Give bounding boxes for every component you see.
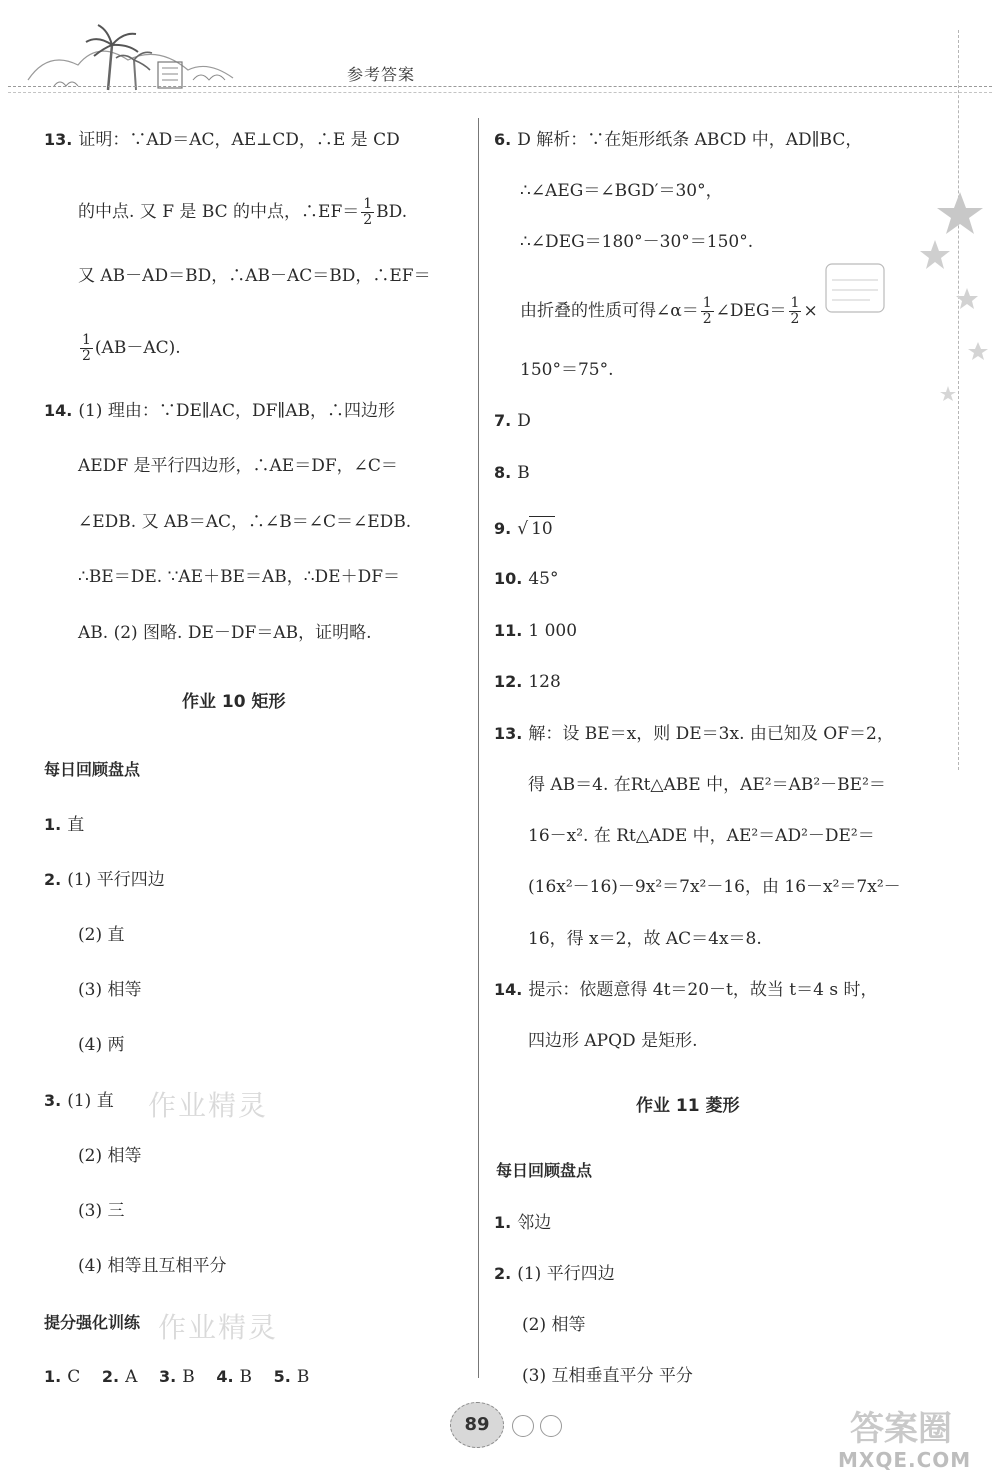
review-right-2-c: (3) 互相垂直平分 平分 [522, 1366, 693, 1386]
answer-6-line-4: 由折叠的性质可得∠α＝ $\frac{1}{2}$ ∠DEG＝ $\frac{1}{2}$ × [520, 295, 818, 327]
fraction: $\frac{1}{2}$ [790, 295, 800, 327]
star-decoration [910, 180, 1000, 420]
answer-9: 9. √ 10 [494, 516, 555, 541]
answer-text: 的中点. 又 F 是 BC 的中点，∴EF＝ [78, 202, 360, 222]
answer-13-right-line-2: 得 AB＝4. 在Rt△ABE 中，AE²＝AB²－BE²＝ [528, 775, 886, 795]
answer-11: 11. 1 000 [494, 621, 578, 641]
review-right-2-a: 2. (1) 平行四边 [494, 1264, 615, 1284]
review-2-a [44, 868, 165, 892]
review-3-a [44, 1089, 114, 1113]
question-number: 13. [44, 130, 73, 149]
answer-13-line-2 [78, 197, 407, 228]
answer-14-line-3: ∠EDB. 又 AB＝AC，∴∠B＝∠C＝∠EDB. [78, 512, 412, 532]
decorative-circle [540, 1415, 562, 1437]
fraction: $\frac{1}{2}$ [363, 196, 373, 228]
daily-review-heading: 每日回顾盘点 [44, 760, 141, 779]
answer-text: (1) 平行四边 [67, 870, 165, 890]
answer-13-line-3: 又 AB－AD＝BD，∴AB－AC＝BD，∴EF＝ [78, 266, 431, 286]
fraction: $\frac{1}{2}$ [702, 295, 712, 327]
homework-10-title: 作业 10 矩形 [182, 692, 286, 712]
answer-text: 证明：∵AD＝AC，AE⊥CD，∴E 是 CD [78, 130, 400, 150]
review-right-1: 1. 邻边 [494, 1213, 552, 1233]
answer-text: (1) 直 [67, 1091, 114, 1111]
boost-training-heading: 提分强化训练 [44, 1313, 141, 1332]
answer-13-right-line-5: 16，得 x＝2，故 AC＝4x＝8. [528, 929, 762, 949]
fraction: $\frac{1}{2}$ [82, 332, 91, 364]
review-right-2-b: (2) 相等 [522, 1315, 586, 1335]
multiple-choice-answers: 1. C 2. A 3. B 4. B 5. B [44, 1367, 310, 1387]
review-2-b: (2) 直 [78, 925, 125, 945]
answer-14-line-5: AB. (2) 图略. DE－DF＝AB，证明略. [78, 623, 372, 643]
answer-13-right-line-1: 13. 解：设 BE＝x，则 DE＝3x. 由已知及 OF＝2， [494, 724, 894, 744]
question-number: 14. [44, 401, 73, 420]
sqrt-sign: √ [517, 519, 529, 539]
answer-13-right-line-3: 16－x². 在 Rt△ADE 中，AE²＝AD²－DE²＝ [528, 826, 875, 846]
answer-text: (1) 理由：∵DE∥AC，DF∥AB，∴四边形 [78, 401, 396, 421]
header-divider [8, 86, 992, 87]
answer-13-line-1 [44, 128, 400, 152]
answer-14-right-line-1: 14. 提示：依题意得 4t＝20－t，故当 t＝4 s 时， [494, 980, 878, 1000]
answer-13-right-line-4: (16x²－16)－9x²＝7x²－16，由 16－x²＝7x²－ [528, 877, 901, 897]
watermark: 作业精灵 [158, 1311, 279, 1344]
answer-6-line-2: ∴∠AEG＝∠BGD′＝30°， [520, 181, 723, 201]
answer-13-line-4 [78, 333, 181, 364]
svg-text:答案圈: 答案圈 [850, 1409, 952, 1449]
question-number: 2. [44, 870, 62, 889]
review-2-d: (4) 两 [78, 1035, 125, 1055]
watermark: 作业精灵 [148, 1089, 269, 1122]
question-number: 6. [494, 130, 512, 149]
answer-text: BD. [376, 202, 408, 222]
answer-text: 直 [67, 815, 85, 835]
decorative-circle [512, 1415, 534, 1437]
review-2-c: (3) 相等 [78, 980, 142, 1000]
question-number: 3. [44, 1091, 62, 1110]
review-3-d: (4) 相等且互相平分 [78, 1256, 227, 1276]
header-palm-island-illustration [8, 20, 238, 95]
review-3-b: (2) 相等 [78, 1146, 142, 1166]
column-divider [478, 118, 479, 1378]
site-logo-text: MXQE.COM [838, 1448, 972, 1472]
page-header-title: 参考答案 [347, 65, 416, 84]
question-number: 1. [44, 815, 62, 834]
stamp-seal [820, 258, 890, 318]
answer-14-line-4: ∴BE＝DE. ∵AE＋BE＝AB，∴DE＋DF＝ [78, 567, 401, 587]
answer-6-line-3: ∴∠DEG＝180°－30°＝150°. [520, 232, 754, 252]
daily-review-heading: 每日回顾盘点 [496, 1161, 593, 1180]
header-divider-secondary [8, 92, 992, 93]
answer-10: 10. 45° [494, 569, 559, 589]
answer-12: 12. 128 [494, 672, 561, 692]
review-3-c: (3) 三 [78, 1201, 125, 1221]
answer-14-right-line-2: 四边形 APQD 是矩形. [528, 1031, 698, 1051]
answer-7: 7. D [494, 411, 531, 431]
answer-14-line-1 [44, 399, 395, 423]
answer-8: 8. B [494, 463, 530, 483]
answer-text: D 解析：∵在矩形纸条 ABCD 中，AD∥BC， [517, 130, 863, 150]
page-number: 89 [450, 1402, 504, 1448]
answer-6-line-5: 150°＝75°. [520, 360, 614, 380]
answer-6-line-1 [494, 128, 862, 152]
review-1 [44, 813, 84, 837]
answer-text: (AB－AC). [94, 338, 181, 358]
answer-14-line-2: AEDF 是平行四边形，∴AE＝DF，∠C＝ [78, 456, 398, 476]
homework-11-title: 作业 11 菱形 [636, 1096, 740, 1116]
